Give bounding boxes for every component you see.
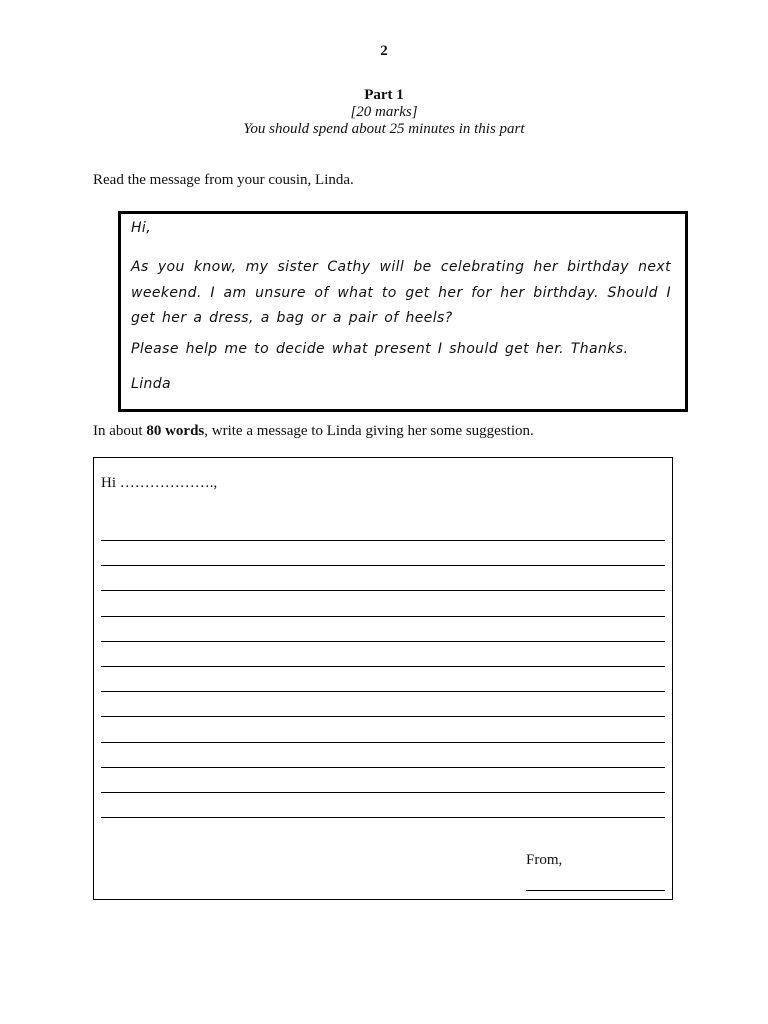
writing-line[interactable] <box>101 540 665 541</box>
part-marks: [20 marks] <box>350 104 418 120</box>
page-number: 2 <box>380 43 388 59</box>
writing-line[interactable] <box>101 641 665 642</box>
linda-message-box <box>118 211 688 412</box>
answer-box[interactable] <box>93 457 673 900</box>
write-instruction <box>93 423 534 440</box>
writing-line[interactable] <box>101 666 665 667</box>
part-time-instruction: You should spend about 25 minutes in this part <box>243 121 525 137</box>
write-instruction-after: , write a message to Linda giving her some suggestion. <box>204 423 534 439</box>
answer-greeting-line[interactable]: Hi ………………., <box>101 475 218 491</box>
writing-line[interactable] <box>101 767 665 768</box>
writing-line[interactable] <box>101 742 665 743</box>
part-title: Part 1 <box>364 87 404 103</box>
writing-line[interactable] <box>101 616 665 617</box>
writing-line[interactable] <box>101 590 665 591</box>
writing-line[interactable] <box>101 792 665 793</box>
word-count-emphasis: 80 words <box>146 423 205 439</box>
message-paragraph-1: As you know, my sister Cathy will be celebrating her birthday next weekend. I am unsure of what to get her for her birthday. Should I get her a dress, a bag or a pair of heels? <box>131 259 671 326</box>
writing-line[interactable] <box>101 817 665 818</box>
writing-line[interactable] <box>101 716 665 717</box>
message-signoff: Linda <box>131 376 172 392</box>
part-header <box>0 87 768 138</box>
writing-line[interactable] <box>101 565 665 566</box>
writing-line[interactable] <box>101 691 665 692</box>
message-greeting: Hi, <box>131 220 152 236</box>
write-instruction-before: In about <box>93 423 147 439</box>
answer-writing-lines[interactable] <box>101 540 665 842</box>
signature-line[interactable] <box>526 890 665 891</box>
read-instruction: Read the message from your cousin, Linda. <box>93 172 354 188</box>
message-paragraph-2: Please help me to decide what present I should get her. Thanks. <box>131 341 629 357</box>
from-label: From, <box>526 852 563 868</box>
